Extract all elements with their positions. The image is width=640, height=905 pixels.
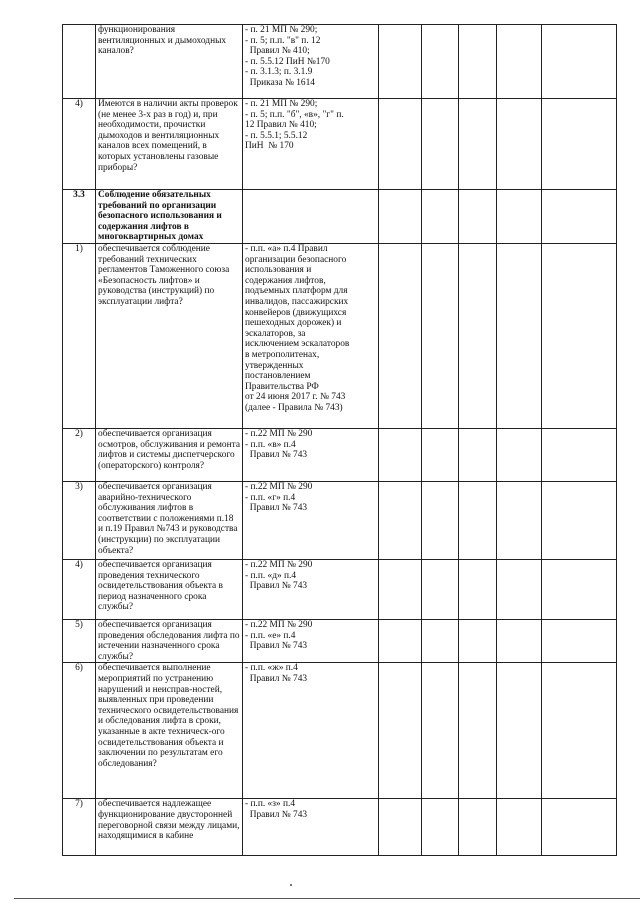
reference-line: постановлением [245,371,311,382]
answer-cell [422,560,459,620]
item-number: 6) [63,663,96,799]
reference-line: - п. 5; п.п. "б", «в», "г" п. [245,109,344,120]
answer-cell [542,429,617,482]
answer-cell [497,799,542,856]
reference-line: утвержденных [245,360,304,371]
reference-line: - п.п. «в» п.4 [245,439,296,450]
legal-references [243,429,379,482]
reference-line: содержания лифтов, [245,275,326,286]
reference-line: - п. 5.5.1; 5.5.12 [245,130,308,141]
answer-cell [459,244,497,429]
reference-line: - п. 3.1.3; п. 3.1.9 [245,67,313,78]
reference-line: - п. 5.5.12 ПиН №170 [245,56,330,67]
reference-line: подъемных платформ для [245,286,348,297]
question-text: обеспечивается выполнение мероприятий по устранению нарушений и неисправ-ностей, выявленных при проведении технического освидетельствования и обследования лифта в сроки, указанные в акте техническ-ого освидетельствования объекта и заключении по результатам его обследования? [96,663,243,799]
answer-cell [379,244,422,429]
question-text: Имеются в наличии акты проверок (не менее 3-х раз в год) и, при необходимости, прочистки дымоходов и вентиляционных каналов всех помещений, в которых установлены газовые приборы? [96,99,243,190]
reference-line: - п.22 МП № 290 [245,429,313,439]
reference-line: организации безопасного [245,254,347,265]
answer-cell [497,99,542,190]
reference-line: - п.п. «д» п.4 [245,570,297,581]
question-text: обеспечивается организация проведения обследования лифта по истечении назначенного срока службы? [96,620,243,663]
table-body [63,25,617,856]
answer-cell [459,560,497,620]
reference-line: Правил № 743 [245,809,308,820]
reference-line: от 24 июня 2017 г. № 743 [245,392,346,403]
legal-references [243,25,379,99]
table-row [63,620,617,663]
reference-line: Правил № 743 [245,673,308,684]
answer-cell [542,560,617,620]
reference-line: - п.22 МП № 290 [245,560,313,570]
question-text: функционирования вентиляционных и дымоходных каналов? [96,25,243,99]
reference-line: Правил № 743 [245,641,308,652]
reference-line: - п.п. «е» п.4 [245,630,296,641]
answer-cell [422,620,459,663]
answer-cell [459,25,497,99]
reference-line: 12 Правил № 410; [245,120,317,131]
answer-cell [497,663,542,799]
question-text: обеспечивается организация осмотров, обслуживания и ремонта лифтов и системы диспетчерского (операторского) контроля? [96,429,243,482]
answer-cell [379,560,422,620]
answer-cell [542,663,617,799]
scan-speck [290,884,292,886]
reference-line: использования и [245,265,312,276]
item-number: 7) [63,799,96,856]
answer-cell [542,244,617,429]
reference-line: Правил № 410; [245,46,310,57]
reference-line: - п.п. «г» п.4 [245,492,296,503]
item-number: 2) [63,429,96,482]
answer-cell [542,620,617,663]
answer-cell [379,482,422,560]
answer-cell [422,25,459,99]
reference-line: - п.п. «а» п.4 Правил [245,244,328,254]
answer-cell [459,429,497,482]
reference-line: в метрополитенах, [245,349,320,360]
legal-references [243,560,379,620]
table-row [63,190,617,244]
reference-line: исключением эскалаторов [245,339,350,350]
reference-line: Правительства РФ [245,381,319,392]
question-text: обеспечивается организация проведения технического освидетельствования объекта в период назначенного срока службы? [96,560,243,620]
reference-line: - п.п. «з» п.4 [245,799,296,810]
reference-line: - п.22 МП № 290 [245,482,313,492]
answer-cell [459,482,497,560]
reference-line: - п. 5; п.п. "в" п. 12 [245,35,321,46]
reference-line: Правил № 743 [245,503,308,514]
answer-cell [459,620,497,663]
table-row [63,25,617,99]
answer-cell [459,190,497,244]
reference-line: пешеходных дорожек) и [245,318,342,329]
page-bottom-edge [14,898,640,899]
reference-line: - п.22 МП № 290 [245,620,313,630]
answer-cell [379,25,422,99]
reference-line: конвейеров (движущихся [245,307,347,318]
reference-line: Приказа № 1614 [245,77,315,88]
answer-cell [422,190,459,244]
answer-cell [422,663,459,799]
reference-line: - п. 21 МП № 290; [245,25,318,35]
answer-cell [459,99,497,190]
answer-cell [379,663,422,799]
answer-cell [497,25,542,99]
table-row [63,429,617,482]
item-number: 5) [63,620,96,663]
reference-line: (далее - Правила № 743) [245,402,343,413]
table-row [63,560,617,620]
answer-cell [422,99,459,190]
answer-cell [422,799,459,856]
section-heading: Соблюдение обязательных требований по организации безопасного использования и содержания лифтов в многоквартирных домах [96,190,243,244]
answer-cell [542,25,617,99]
answer-cell [497,482,542,560]
legal-references [243,482,379,560]
item-number: 4) [63,99,96,190]
table-row [63,799,617,856]
reference-line: Правил № 743 [245,450,308,461]
answer-cell [379,620,422,663]
item-number: 3.3 [63,190,96,244]
item-number [63,25,96,99]
answer-cell [422,244,459,429]
answer-cell [542,190,617,244]
answer-cell [497,190,542,244]
table-row [63,244,617,429]
answer-cell [459,663,497,799]
answer-cell [497,620,542,663]
answer-cell [497,560,542,620]
table-row [63,482,617,560]
answer-cell [379,429,422,482]
answer-cell [379,99,422,190]
answer-cell [422,482,459,560]
answer-cell [459,799,497,856]
item-number: 1) [63,244,96,429]
legal-references [243,99,379,190]
legal-references [243,620,379,663]
legal-references [243,799,379,856]
answer-cell [379,799,422,856]
legal-references [243,244,379,429]
reference-line: ПиН № 170 [245,141,294,152]
legal-references [243,190,379,244]
answer-cell [542,799,617,856]
question-text: обеспечивается соблюдение требований технических регламентов Таможенного союза «Безопасность лифтов» и руководства (инструкций) по эксплуатации лифта? [96,244,243,429]
answer-cell [497,429,542,482]
table-row [63,99,617,190]
legal-references [243,663,379,799]
reference-line: - п.п. «ж» п.4 [245,663,298,674]
reference-line: Правил № 743 [245,581,308,592]
answer-cell [542,482,617,560]
reference-line: - п. 21 МП № 290; [245,99,318,109]
item-number: 4) [63,560,96,620]
checklist-table [62,24,617,856]
question-text: обеспечивается организация аварийно-технического обслуживания лифтов в соответствии с положениями п.18 и п.19 Правил №743 и руководства (инструкции) по эксплуатации объекта? [96,482,243,560]
answer-cell [379,190,422,244]
answer-cell [497,244,542,429]
reference-line: инвалидов, пассажирских [245,296,349,307]
question-text: обеспечивается надлежащее функционирование двусторонней переговорной связи между лицами, находящимися в кабине [96,799,243,856]
item-number: 3) [63,482,96,560]
answer-cell [542,99,617,190]
answer-cell [422,429,459,482]
table-row [63,663,617,799]
reference-line: эскалаторов, за [245,328,306,339]
